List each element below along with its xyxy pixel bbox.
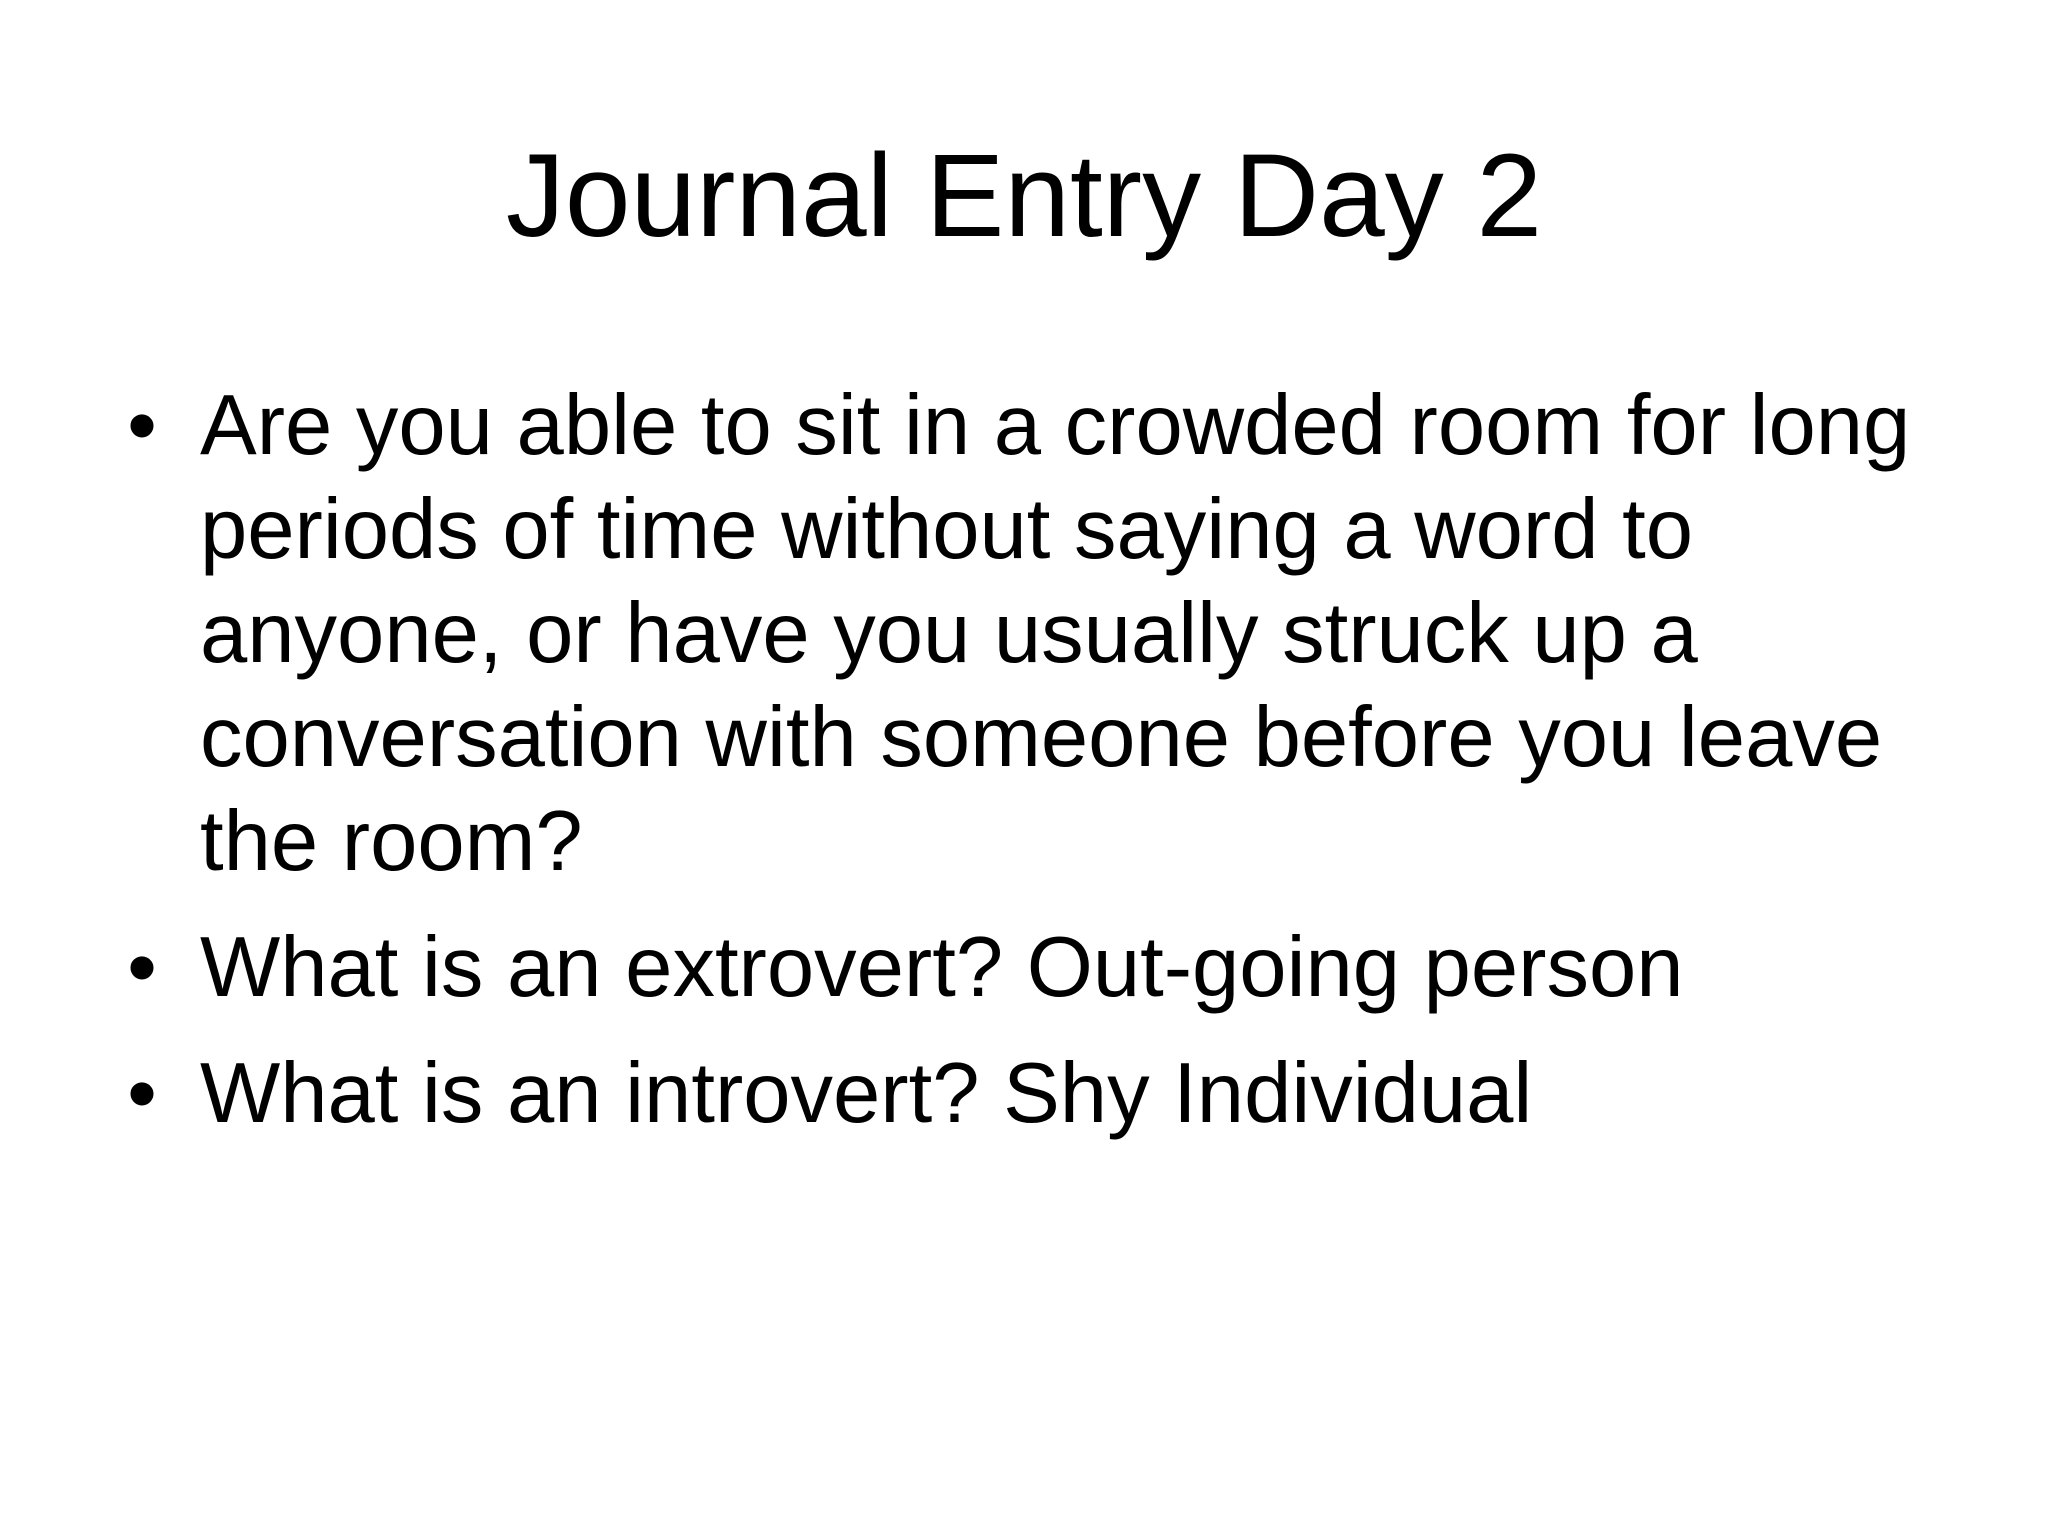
bullet-list (127, 374, 1960, 1168)
bullet-item (127, 374, 1960, 894)
bullet-text: What is an introvert? Shy Individual (200, 1046, 1533, 1141)
bullet-text: Are you able to sit in a crowded room for long periods of time without saying a word to anyone, or have you usually struck up a conversation with someone before you leave the room? (200, 378, 1911, 889)
bullet-icon: • (127, 1046, 157, 1141)
bullet-item (127, 1042, 1960, 1146)
bullet-icon: • (127, 920, 157, 1015)
slide-title: Journal Entry Day 2 (505, 130, 1543, 262)
bullet-item (127, 916, 1960, 1020)
bullet-text: What is an extrovert? Out-going person (200, 920, 1684, 1015)
bullet-icon: • (127, 378, 157, 473)
